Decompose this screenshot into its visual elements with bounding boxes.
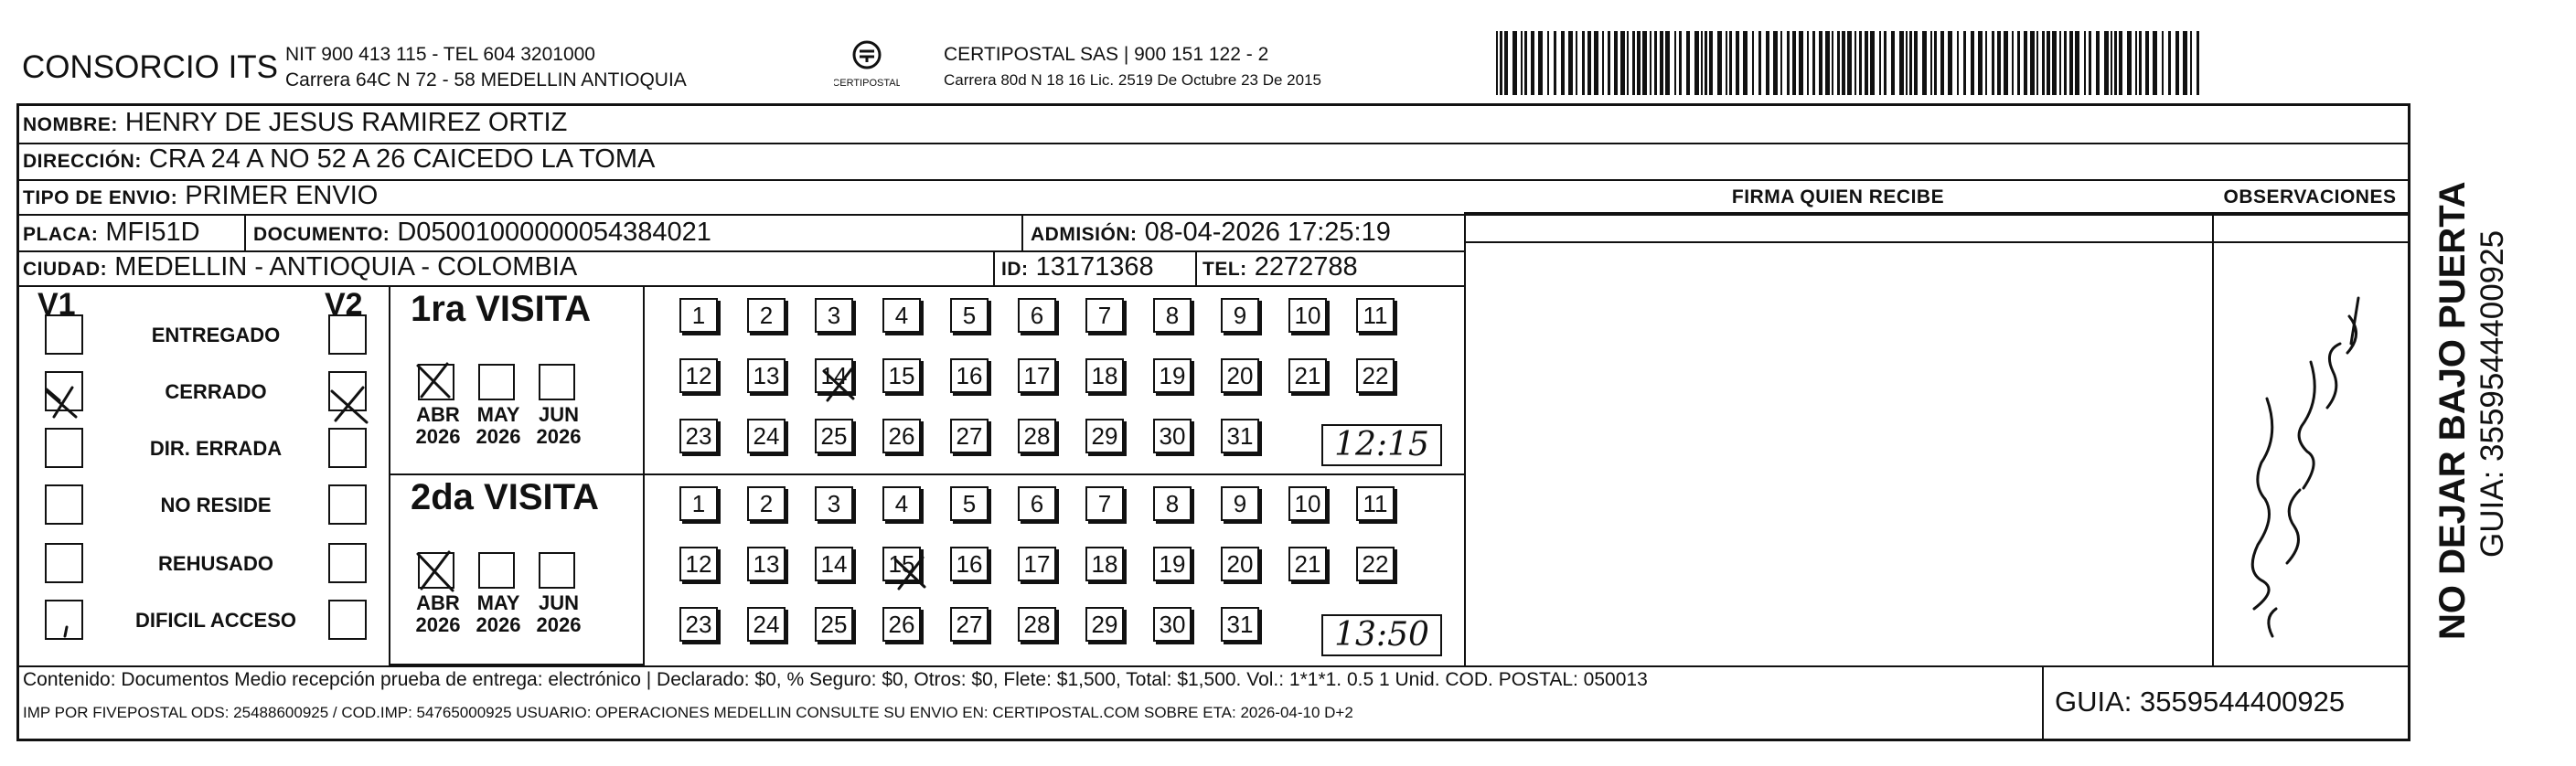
v1-label: V1 — [37, 287, 76, 322]
tel-value: 2272788 — [1254, 252, 1358, 282]
barcode-bar — [1743, 31, 1748, 95]
second-visit-day-26[interactable]: 26 — [882, 607, 921, 642]
month-name: JUN — [538, 403, 579, 426]
first-visit-day-8[interactable]: 8 — [1153, 298, 1192, 333]
barcode-bar — [1694, 31, 1699, 95]
barcode-bar — [1930, 31, 1932, 95]
barcode-bar — [1587, 31, 1591, 95]
barcode-bar — [1602, 31, 1604, 95]
second-visit-day-10[interactable]: 10 — [1288, 486, 1327, 521]
certipostal-address: Carrera 80d N 18 16 Lic. 2519 De Octubre 23 De 2015 — [944, 71, 1321, 89]
first-visit-day-3[interactable]: 3 — [815, 298, 853, 333]
barcode-bar — [2059, 31, 2061, 95]
first-visit-title: 1ra VISITA — [411, 289, 592, 329]
barcode-bar — [1500, 31, 1502, 95]
barcode-bar — [1992, 31, 1994, 95]
barcode-bar — [2004, 31, 2008, 95]
second-visit-day-16[interactable]: 16 — [950, 547, 989, 581]
company-name: CONSORCIO ITS — [22, 49, 279, 85]
v2-label: V2 — [325, 287, 363, 322]
first-visit-day-20[interactable]: 20 — [1221, 358, 1259, 393]
barcode-bar — [2175, 31, 2179, 95]
barcode-bar — [1496, 31, 1498, 95]
company-info — [285, 42, 687, 93]
barcode-bar — [1922, 31, 1927, 95]
barcode-bar — [1576, 31, 1577, 95]
barcode-bar — [1859, 31, 1862, 95]
first-visit-time: 12:15 — [1321, 424, 1442, 466]
barcode-bar — [2111, 31, 2112, 95]
second-abr-mark — [418, 552, 453, 590]
barcode-bar — [2017, 31, 2020, 95]
status-label: DIR. ERRADA — [149, 437, 283, 460]
barcode-bar — [2183, 31, 2187, 95]
second-visit-day-23[interactable]: 23 — [679, 607, 718, 642]
admision-value: 08-04-2026 17:25:19 — [1144, 218, 1391, 247]
placa-value: MFI51D — [105, 218, 200, 247]
tel-label: TEL: — [1202, 259, 1247, 280]
barcode-bar — [2104, 31, 2109, 95]
first-visit-day-9[interactable]: 9 — [1221, 298, 1259, 333]
second-visit-day-3[interactable]: 3 — [815, 486, 853, 521]
footer-imp-line: IMP POR FIVEPOSTAL ODS: 25488600925 / COD.IMP: 54765000925 USUARIO: OPERACIONES MEDELLIN CONSULTE SU ENVIO EN: CERTIPOSTAL.COM SOBRE ETA: 2026-04-10 D+2 — [23, 704, 1353, 721]
v2-cerrado-mark — [332, 388, 367, 422]
direccion-label: DIRECCIÓN: — [23, 151, 142, 172]
barcode-bar — [2168, 31, 2171, 95]
first-visit-day-12[interactable]: 12 — [679, 358, 718, 393]
barcode — [1496, 31, 2209, 95]
barcode-bar — [1752, 31, 1754, 95]
month-name: MAY — [476, 591, 520, 614]
barcode-bar — [1985, 31, 1987, 95]
v1-cerrado-mark — [47, 388, 76, 417]
barcode-bar — [1914, 31, 1918, 95]
barcode-bar — [1819, 31, 1822, 95]
tipo-value: PRIMER ENVIO — [185, 181, 379, 210]
barcode-bar — [2139, 31, 2142, 95]
month-year: 2026 — [476, 613, 521, 636]
second-visit-day-12[interactable]: 12 — [679, 547, 718, 581]
handwritten-marks — [19, 106, 1464, 665]
documento-value: D05001000000054384021 — [397, 218, 711, 247]
first-visit-day-10[interactable]: 10 — [1288, 298, 1327, 333]
barcode-bar — [1614, 31, 1618, 95]
nit-line: NIT 900 413 115 - TEL 604 3201000 — [285, 44, 595, 65]
barcode-bar — [1538, 31, 1543, 95]
admision-label: ADMISIÓN: — [1031, 224, 1138, 245]
barcode-bar — [1705, 31, 1707, 95]
barcode-bar — [1906, 31, 1908, 95]
placa-label: PLACA: — [23, 224, 99, 245]
side-guia: GUIA: 3559544400925 — [2474, 229, 2510, 558]
barcode-bar — [1561, 31, 1565, 95]
first-visit-day-28[interactable]: 28 — [1018, 419, 1056, 453]
direccion-value: CRA 24 A NO 52 A 26 CAICEDO LA TOMA — [148, 144, 656, 174]
month-year: 2026 — [536, 425, 582, 448]
second-visit-day-20[interactable]: 20 — [1221, 547, 1259, 581]
nombre-value: HENRY DE JESUS RAMIREZ ORTIZ — [124, 108, 568, 137]
barcode-bar — [1957, 31, 1959, 95]
ciudad-value: MEDELLIN - ANTIOQUIA - COLOMBIA — [114, 252, 578, 282]
svg-text:CERTIPOSTAL: CERTIPOSTAL — [834, 78, 900, 89]
first-visit-day-26[interactable]: 26 — [882, 419, 921, 453]
second-visit-day-5[interactable]: 5 — [950, 486, 989, 521]
month-year: 2026 — [415, 425, 461, 448]
first-visit-day-29[interactable]: 29 — [1085, 419, 1124, 453]
first-abr-mark — [418, 364, 449, 397]
first-visit-day-15[interactable]: 15 — [882, 358, 921, 393]
barcode-bar — [1524, 31, 1527, 95]
barcode-bar — [1758, 31, 1761, 95]
barcode-bar — [1608, 31, 1610, 95]
second-visit-day-4[interactable]: 4 — [882, 486, 921, 521]
barcode-bar — [1674, 31, 1676, 95]
barcode-bar — [2047, 31, 2050, 95]
second-visit-day-13[interactable]: 13 — [747, 547, 786, 581]
barcode-bar — [1766, 31, 1769, 95]
first-day-mark — [824, 369, 853, 400]
ciudad-label: CIUDAD: — [23, 259, 108, 280]
tipo-label: TIPO DE ENVIO: — [23, 187, 178, 208]
second-visit-title: 2da VISITA — [411, 477, 599, 517]
second-visit-day-29[interactable]: 29 — [1085, 607, 1124, 642]
first-visit-day-22[interactable]: 22 — [1356, 358, 1395, 393]
barcode-bar — [2075, 31, 2079, 95]
status-label: REHUSADO — [158, 552, 273, 575]
barcode-bar — [1665, 31, 1670, 95]
barcode-bar — [2069, 31, 2073, 95]
footer-guia: GUIA: 3559544400925 — [2055, 686, 2346, 718]
first-visit-day-5[interactable]: 5 — [950, 298, 989, 333]
barcode-bar — [2114, 31, 2117, 95]
barcode-bar — [1934, 31, 1937, 95]
first-visit-day-23[interactable]: 23 — [679, 419, 718, 453]
barcode-bar — [2042, 31, 2045, 95]
certipostal-nit: CERTIPOSTAL SAS | 900 151 122 - 2 — [944, 44, 1269, 65]
barcode-bar — [2153, 31, 2157, 95]
barcode-bar — [1780, 31, 1782, 95]
barcode-bar — [1521, 31, 1523, 95]
first-visit-day-11[interactable]: 11 — [1356, 298, 1395, 333]
barcode-bar — [1650, 31, 1651, 95]
barcode-bar — [1807, 31, 1809, 95]
barcode-bar — [1637, 31, 1641, 95]
barcode-bar — [1909, 31, 1912, 95]
second-visit-day-21[interactable]: 21 — [1288, 547, 1327, 581]
second-visit-day-17[interactable]: 17 — [1018, 547, 1056, 581]
status-label: NO RESIDE — [160, 494, 272, 516]
first-visit-day-17[interactable]: 17 — [1018, 358, 1056, 393]
first-visit-day-31[interactable]: 31 — [1221, 419, 1259, 453]
second-day-mark — [895, 558, 925, 589]
barcode-bar — [1773, 31, 1778, 95]
documento-label: DOCUMENTO: — [253, 224, 390, 245]
first-visit-day-14[interactable]: 14 — [815, 358, 853, 393]
observaciones-handwriting — [2212, 243, 2408, 664]
barcode-bar — [2145, 31, 2149, 95]
id-label: ID: — [1001, 259, 1029, 280]
firma-label: FIRMA QUIEN RECIBE — [1731, 186, 1945, 207]
barcode-bar — [1870, 31, 1875, 95]
barcode-bar — [1997, 31, 2001, 95]
barcode-bar — [1825, 31, 1830, 95]
barcode-bar — [1812, 31, 1815, 95]
first-visit-day-7[interactable]: 7 — [1085, 298, 1124, 333]
company-address: Carrera 64C N 72 - 58 MEDELLIN ANTIOQUIA — [285, 69, 687, 90]
barcode-bar — [2036, 31, 2038, 95]
barcode-bar — [2127, 31, 2132, 95]
second-visit-day-11[interactable]: 11 — [1356, 486, 1395, 521]
status-label: DIFICIL ACCESO — [134, 609, 296, 632]
barcode-bar — [1531, 31, 1534, 95]
barcode-bar — [1701, 31, 1703, 95]
barcode-bar — [1654, 31, 1657, 95]
barcode-bar — [1709, 31, 1713, 95]
barcode-bar — [1627, 31, 1629, 95]
second-visit-day-31[interactable]: 31 — [1221, 607, 1259, 642]
first-visit-day-6[interactable]: 6 — [1018, 298, 1056, 333]
barcode-bar — [1940, 31, 1944, 95]
observaciones-label: OBSERVACIONES — [2223, 186, 2397, 207]
second-visit-day-28[interactable]: 28 — [1018, 607, 1056, 642]
barcode-bar — [1787, 31, 1790, 95]
barcode-bar — [1792, 31, 1796, 95]
barcode-bar — [1726, 31, 1727, 95]
first-visit-day-2[interactable]: 2 — [747, 298, 786, 333]
second-visit-day-15[interactable]: 15 — [882, 547, 921, 581]
barcode-bar — [1679, 31, 1682, 95]
barcode-bar — [1899, 31, 1904, 95]
month-name: MAY — [476, 403, 520, 426]
barcode-bar — [2119, 31, 2122, 95]
first-visit-day-21[interactable]: 21 — [1288, 358, 1327, 393]
side-warning: NO DEJAR BAJO PUERTA — [2432, 181, 2473, 640]
barcode-bar — [1837, 31, 1840, 95]
status-label: CERRADO — [165, 380, 267, 403]
second-visit-day-9[interactable]: 9 — [1221, 486, 1259, 521]
barcode-bar — [1736, 31, 1739, 95]
second-visit-day-25[interactable]: 25 — [815, 607, 853, 642]
barcode-bar — [1847, 31, 1852, 95]
v1-dificil-mark — [65, 627, 67, 636]
second-visit-day-8[interactable]: 8 — [1153, 486, 1192, 521]
barcode-bar — [2030, 31, 2035, 95]
barcode-bar — [2096, 31, 2100, 95]
second-visit-day-6[interactable]: 6 — [1018, 486, 1056, 521]
barcode-graphic — [1496, 31, 2209, 95]
barcode-bar — [1865, 31, 1868, 95]
barcode-bar — [1642, 31, 1647, 95]
first-visit-day-13[interactable]: 13 — [747, 358, 786, 393]
second-visit-day-2[interactable]: 2 — [747, 486, 786, 521]
barcode-bar — [1504, 31, 1508, 95]
month-name: ABR — [416, 591, 460, 614]
certipostal-info — [944, 42, 1321, 93]
certipostal-logo-icon — [834, 38, 900, 91]
second-visit-day-7[interactable]: 7 — [1085, 486, 1124, 521]
barcode-bar — [1799, 31, 1803, 95]
first-visit-day-18[interactable]: 18 — [1085, 358, 1124, 393]
second-visit-day-19[interactable]: 19 — [1153, 547, 1192, 581]
barcode-bar — [1729, 31, 1732, 95]
second-visit-time: 13:50 — [1321, 614, 1442, 656]
barcode-bar — [1978, 31, 1983, 95]
barcode-bar — [1855, 31, 1856, 95]
first-visit-day-4[interactable]: 4 — [882, 298, 921, 333]
barcode-bar — [2197, 31, 2199, 95]
barcode-bar — [1568, 31, 1573, 95]
first-visit-day-16[interactable]: 16 — [950, 358, 989, 393]
barcode-bar — [2135, 31, 2137, 95]
barcode-bar — [2162, 31, 2164, 95]
month-name: ABR — [416, 403, 460, 426]
first-visit-day-24[interactable]: 24 — [747, 419, 786, 453]
barcode-bar — [1554, 31, 1556, 95]
status-label: ENTREGADO — [151, 324, 281, 346]
barcode-bar — [2052, 31, 2057, 95]
barcode-bar — [1963, 31, 1966, 95]
barcode-bar — [2024, 31, 2027, 95]
barcode-bar — [2084, 31, 2086, 95]
second-visit-day-30[interactable]: 30 — [1153, 607, 1192, 642]
certipostal-logo — [834, 38, 900, 91]
barcode-bar — [1879, 31, 1881, 95]
barcode-bar — [1686, 31, 1690, 95]
month-year: 2026 — [415, 613, 461, 636]
barcode-bar — [1717, 31, 1722, 95]
barcode-bar — [1582, 31, 1585, 95]
second-visit-day-22[interactable]: 22 — [1356, 547, 1395, 581]
second-visit-day-24[interactable]: 24 — [747, 607, 786, 642]
footer-content-line: Contenido: Documentos Medio recepción prueba de entrega: electrónico | Declarado: $0, % Seguro: $0, Otros: $0, Flete: $1,500, Total: $1,500. Vol.: 1*1*1. 0.5 1 Unid. COD. POSTAL: 050013 — [23, 669, 1648, 690]
month-year: 2026 — [536, 613, 582, 636]
first-visit-day-1[interactable]: 1 — [679, 298, 718, 333]
barcode-bar — [1594, 31, 1598, 95]
month-year: 2026 — [476, 425, 521, 448]
second-visit-day-18[interactable]: 18 — [1085, 547, 1124, 581]
barcode-bar — [1891, 31, 1895, 95]
guide-form — [16, 103, 2410, 741]
first-visit-day-30[interactable]: 30 — [1153, 419, 1192, 453]
first-visit-day-19[interactable]: 19 — [1153, 358, 1192, 393]
first-visit-day-25[interactable]: 25 — [815, 419, 853, 453]
second-visit-day-27[interactable]: 27 — [950, 607, 989, 642]
id-value: 13171368 — [1035, 252, 1154, 282]
barcode-bar — [2190, 31, 2192, 95]
second-visit-day-14[interactable]: 14 — [815, 547, 853, 581]
barcode-bar — [1832, 31, 1833, 95]
barcode-bar — [1884, 31, 1887, 95]
barcode-bar — [2012, 31, 2014, 95]
barcode-bar — [1948, 31, 1952, 95]
second-visit-day-1[interactable]: 1 — [679, 486, 718, 521]
barcode-bar — [1620, 31, 1625, 95]
barcode-bar — [2089, 31, 2091, 95]
barcode-bar — [1971, 31, 1974, 95]
month-name: JUN — [538, 591, 579, 614]
first-visit-day-27[interactable]: 27 — [950, 419, 989, 453]
barcode-bar — [1512, 31, 1517, 95]
barcode-bar — [1547, 31, 1549, 95]
nombre-label: NOMBRE: — [23, 114, 118, 135]
barcode-bar — [1632, 31, 1635, 95]
barcode-bar — [1660, 31, 1663, 95]
barcode-bar — [1842, 31, 1845, 95]
barcode-bar — [2064, 31, 2067, 95]
